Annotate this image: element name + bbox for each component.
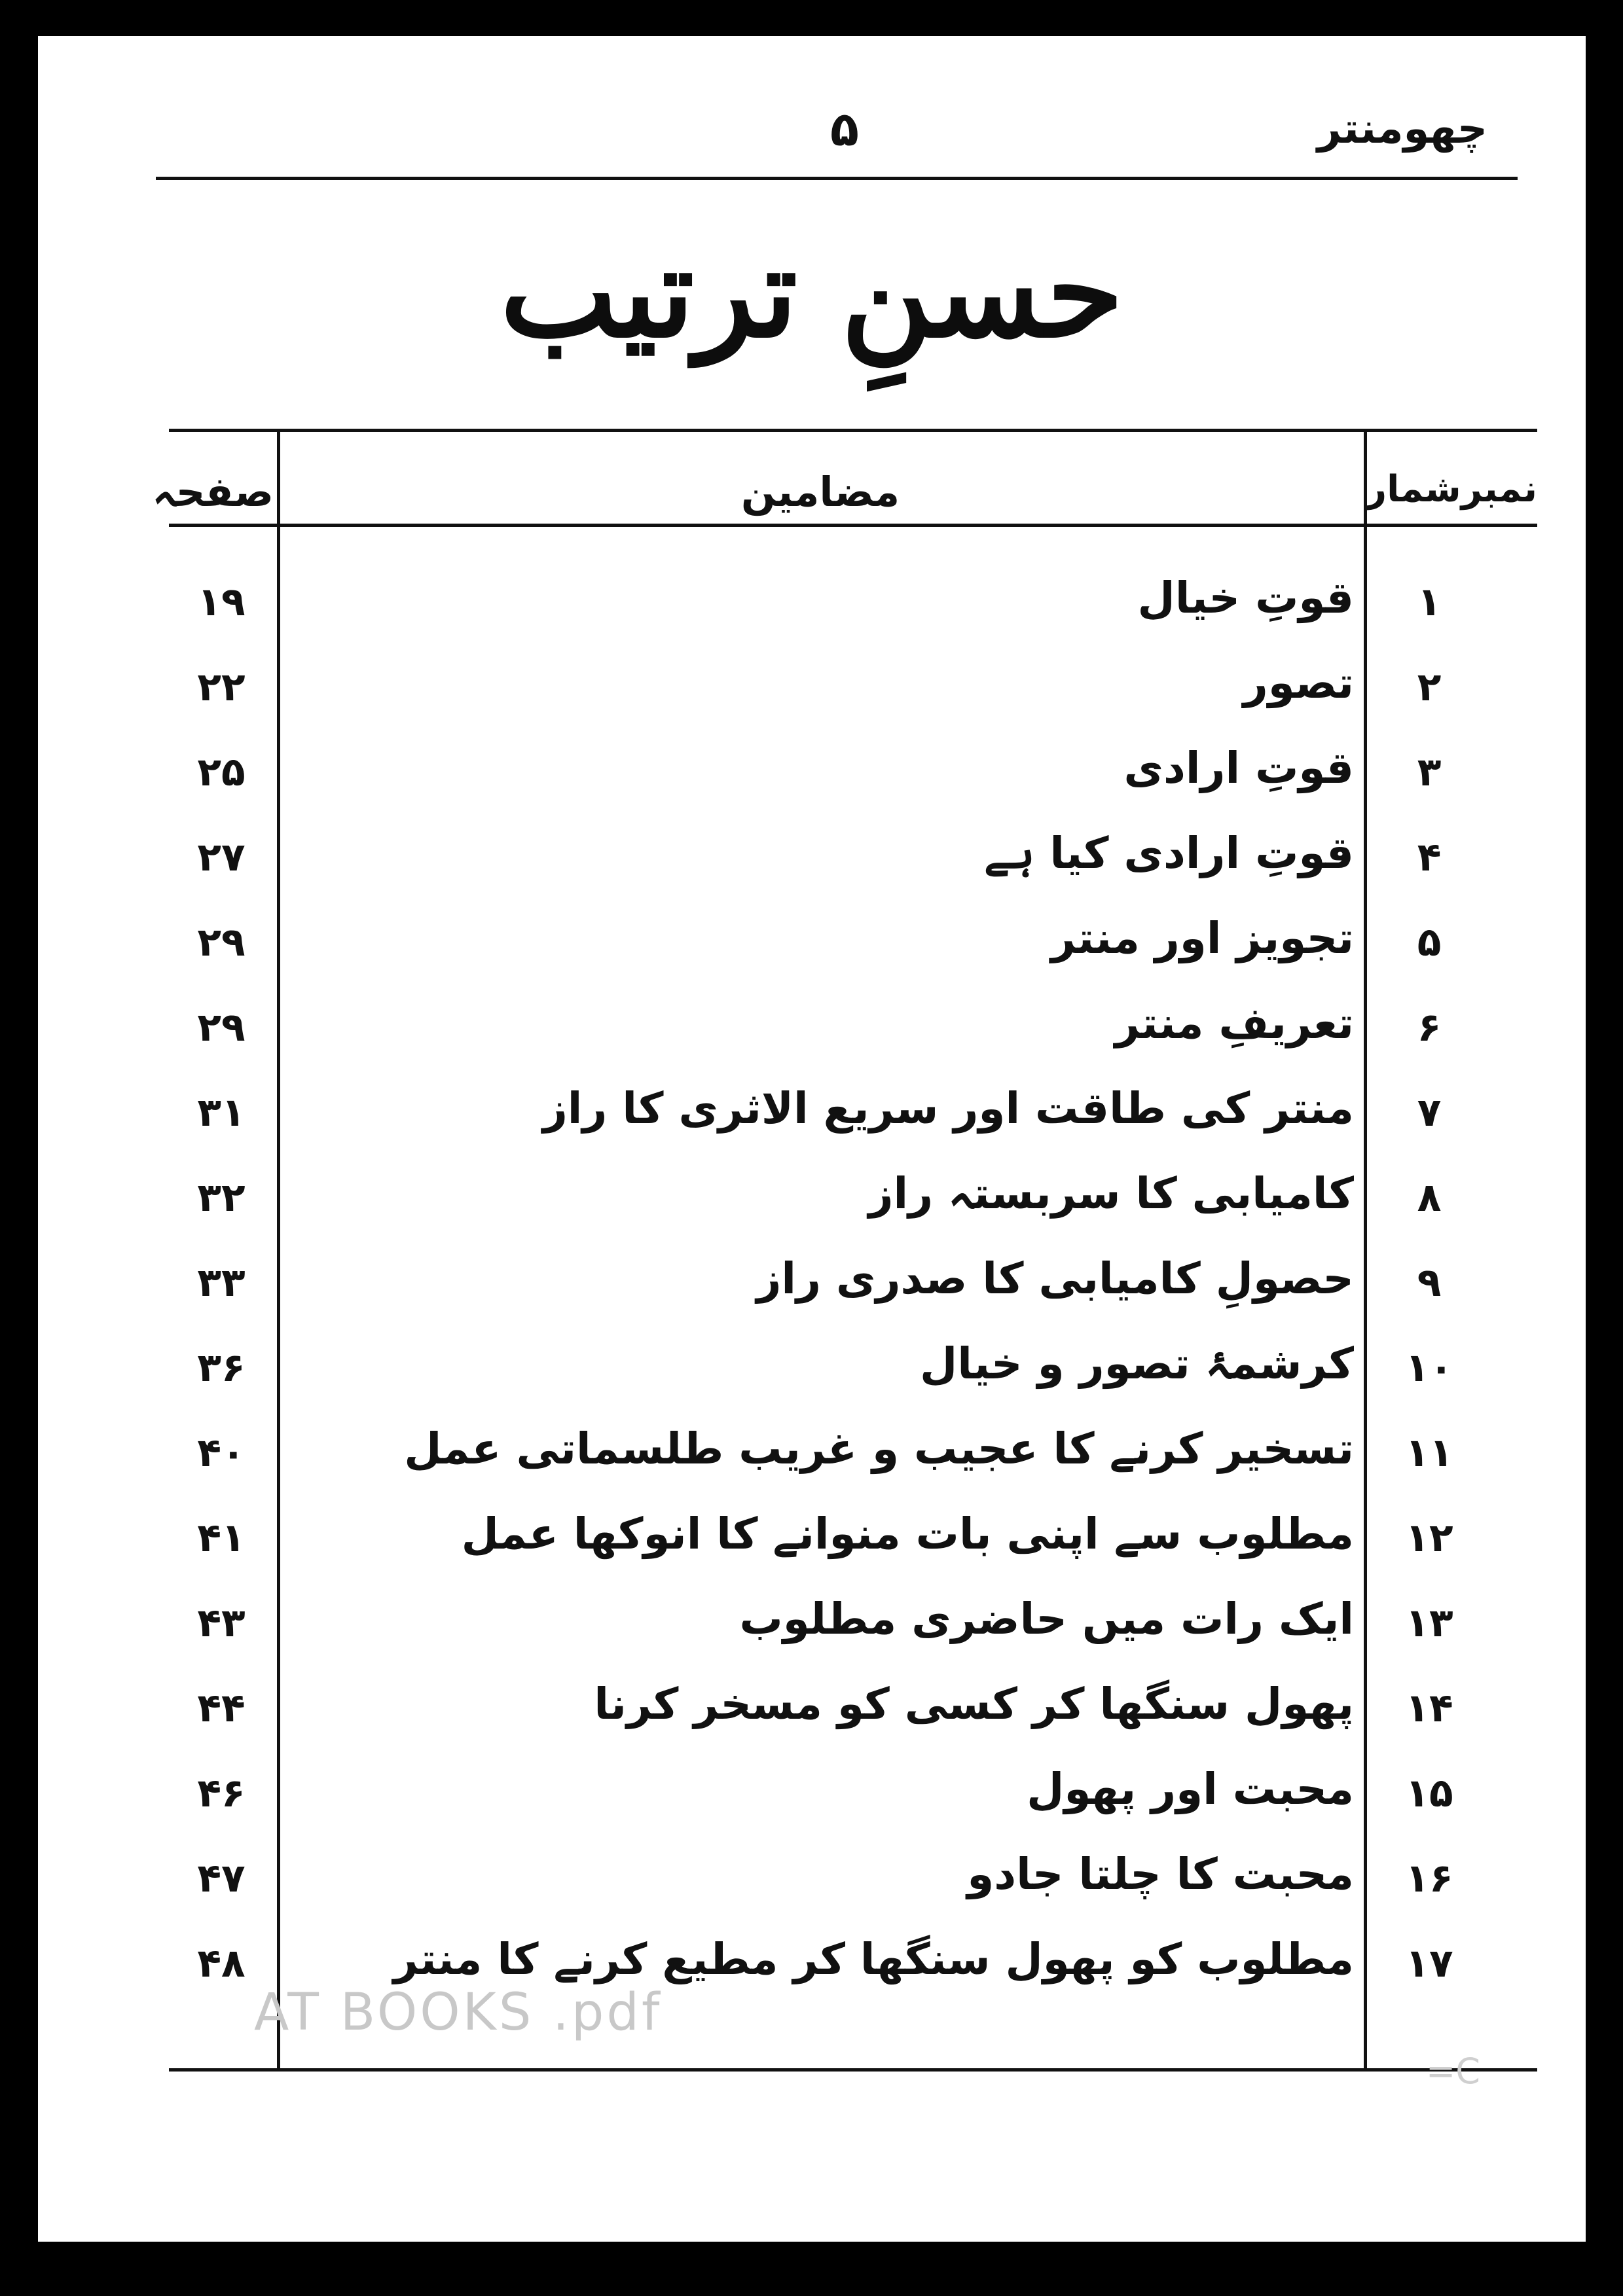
toc-row-page: ۲۹ (197, 1005, 246, 1050)
toc-row-title: تصور (1243, 658, 1354, 708)
toc-row-serial: ۱۲ (1405, 1515, 1453, 1561)
toc-row-serial: ۱ (1417, 579, 1442, 625)
toc-row-title: تجویز اور منتر (1051, 913, 1354, 963)
toc-row-title: قوتِ خیال (1137, 573, 1354, 623)
toc-row-page: ۴۴ (197, 1685, 246, 1731)
toc-row-title: محبت کا چلتا جادو (967, 1849, 1354, 1899)
toc-row-serial: ۵ (1417, 920, 1442, 965)
toc-row-title: مطلوب سے اپنی بات منوانے کا انوکھا عمل (461, 1509, 1354, 1559)
table-left-divider (277, 429, 280, 2072)
toc-row-title: مطلوب کو پھول سنگھا کر مطیع کرنے کا منتر (393, 1934, 1354, 1984)
toc-row-title: قوتِ ارادی (1123, 743, 1354, 793)
toc-row-title: کرشمۂ تصور و خیال (920, 1338, 1354, 1389)
toc-row-title: تعریفِ منتر (1114, 998, 1354, 1049)
table-right-divider (1364, 429, 1367, 2072)
toc-row-page: ۲۹ (197, 920, 246, 965)
toc-row-serial: ۷ (1417, 1090, 1442, 1136)
toc-row-title: پھول سنگھا کر کسی کو مسخر کرنا (594, 1679, 1354, 1729)
toc-row-page: ۱۹ (197, 579, 246, 625)
running-header-page-number: ۵ (830, 101, 859, 156)
table-bottom-rule (169, 2068, 1537, 2072)
toc-row-page: ۴۱ (197, 1515, 246, 1561)
toc-row-serial: ۱۰ (1405, 1345, 1453, 1391)
table-header-rule (169, 524, 1537, 527)
toc-row-page: ۴۶ (197, 1770, 246, 1816)
toc-row-title: محبت اور پھول (1027, 1764, 1354, 1814)
toc-row-title: منتر کی طاقت اور سریع الاثری کا راز (542, 1083, 1354, 1134)
toc-row-serial: ۸ (1417, 1175, 1442, 1221)
toc-row-page: ۴۰ (197, 1430, 246, 1476)
toc-row-page: ۲۲ (197, 664, 246, 710)
column-header-contents: مضامین (740, 468, 900, 516)
page-title: حسنِ ترتیب (500, 219, 1124, 365)
table-top-rule (169, 429, 1537, 432)
toc-row-title: حصولِ کامیابی کا صدری راز (756, 1253, 1354, 1304)
toc-row-page: ۳۶ (197, 1345, 246, 1391)
toc-row-serial: ۱۶ (1405, 1856, 1453, 1901)
toc-row-page: ۲۷ (197, 834, 246, 880)
toc-row-serial: ۶ (1417, 1005, 1442, 1050)
watermark-corner-text: =C (1426, 2051, 1480, 2092)
toc-row-serial: ۱۵ (1405, 1770, 1453, 1816)
toc-row-page: ۴۸ (197, 1941, 246, 1986)
toc-row-serial: ۴ (1417, 834, 1442, 880)
toc-row-serial: ۳ (1417, 749, 1442, 795)
toc-row-serial: ۲ (1417, 664, 1442, 710)
toc-row-page: ۳۲ (197, 1175, 246, 1221)
toc-row-title: کامیابی کا سربستہ راز (868, 1168, 1354, 1219)
header-rule (156, 177, 1518, 180)
toc-row-serial: ۱۷ (1405, 1941, 1453, 1986)
toc-row-serial: ۱۳ (1405, 1600, 1453, 1646)
column-header-page: صفحہ (152, 468, 274, 516)
toc-row-title: قوتِ ارادی کیا ہے (984, 828, 1354, 878)
toc-row-page: ۴۷ (197, 1856, 246, 1901)
toc-row-title: ایک رات میں حاضری مطلوب (739, 1594, 1354, 1644)
toc-row-serial: ۱۱ (1405, 1430, 1453, 1476)
toc-row-serial: ۹ (1417, 1260, 1442, 1306)
watermark-text: AT BOOKS .pdf (254, 1983, 663, 2042)
document-page (38, 36, 1586, 2242)
toc-row-page: ۲۵ (197, 749, 246, 795)
toc-row-page: ۳۳ (197, 1260, 246, 1306)
running-header-book-name: چھومنتر (1317, 105, 1487, 153)
toc-row-page: ۴۳ (197, 1600, 246, 1646)
toc-row-title: تسخیر کرنے کا عجیب و غریب طلسماتی عمل (404, 1424, 1354, 1474)
column-header-serial: نمبرشمار (1365, 468, 1537, 511)
toc-row-serial: ۱۴ (1405, 1685, 1453, 1731)
toc-row-page: ۳۱ (197, 1090, 246, 1136)
